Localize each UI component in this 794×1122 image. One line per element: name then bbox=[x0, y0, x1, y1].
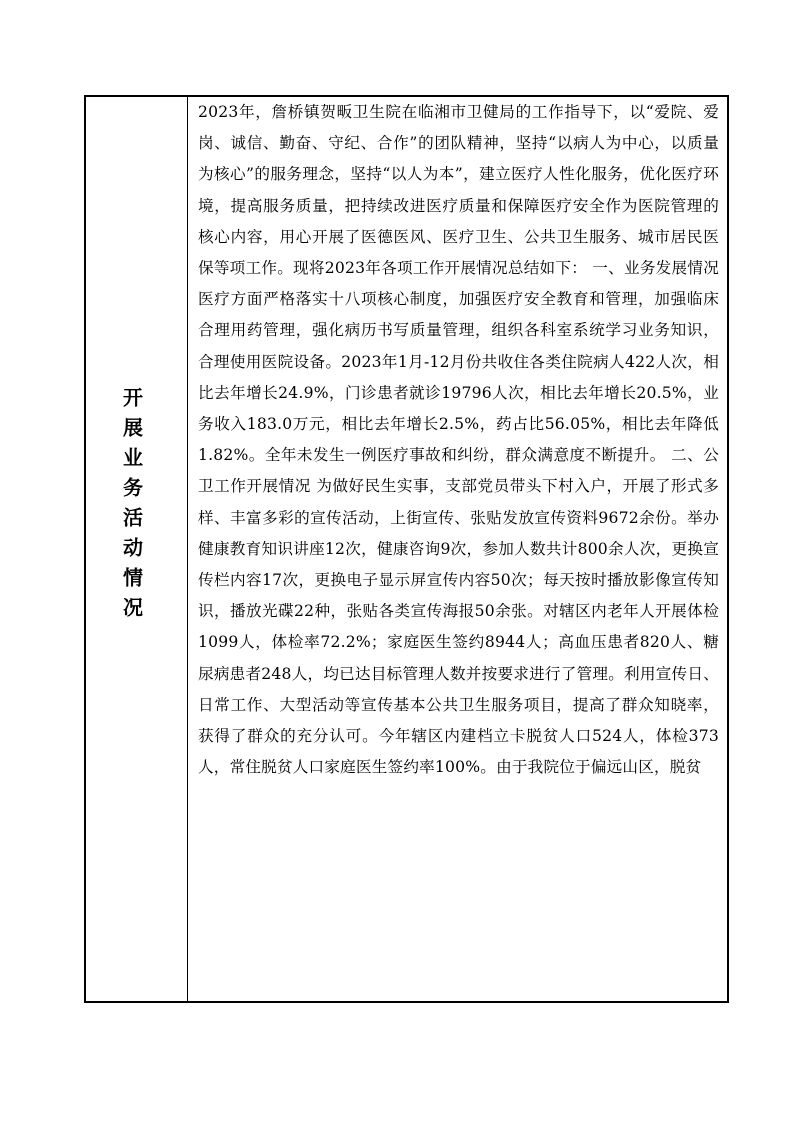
section-label-cell bbox=[86, 97, 188, 1001]
section-content-text: 2023年，詹桥镇贺畈卫生院在临湘市卫健局的工作指导下，以“爱院、爱岗、诚信、勤奋、守纪、合作”的团队精神，坚持“以病人为中心，以质量为核心”的服务理念，坚持“以人为本”，建立医疗人性化服务，优化医疗环境，提高服务质量，把持续改进医疗质量和保障医疗安全作为医院管理的核心内容，用心开展了医德医风、医疗卫生、公共卫生服务、城市居民医保等项工作。现将2023年各项工作开展情况总结如下： 一、业务发展情况 医疗方面严格落实十八项核心制度，加强医疗安全教育和管理，加强临床合理用药管理，强化病历书写质量管理，组织各科室系统学习业务知识，合理使用医院设备。2023年1月-12月份共收住各类住院病人422人次，相比去年增长24.9%，门诊患者就诊19796人次，相比去年增长20.5%，业务收入183.0万元，相比去年增长2.5%，药占比56.05%，相比去年降低1.82%。全年未发生一例医疗事故和纠纷，群众满意度不断提升。 二、公卫工作开展情况 为做好民生实事，支部党员带头下村入户，开展了形式多样、丰富多彩的宣传活动，上街宣传、张贴发放宣传资料9672余份。举办健康教育知识讲座12次，健康咨询9次，参加人数共计800余人次，更换宣传栏内容17次，更换电子显示屏宣传内容50次；每天按时播放影像宣传知识，播放光碟22种，张贴各类宣传海报50余张。对辖区内老年人开展体检1099人，体检率72.2%；家庭医生签约8944人；高血压患者820人、糖尿病患者248人，均已达目标管理人数并按要求进行了管理。利用宣传日、日常工作、大型活动等宣传基本公共卫生服务项目，提高了群众知晓率，获得了群众的充分认可。今年辖区内建档立卡脱贫人口524人，体检373人，常住脱贫人口家庭医生签约率100%。由于我院位于偏远山区，脱贫 bbox=[198, 103, 719, 777]
report-table bbox=[84, 95, 729, 1003]
section-content-cell bbox=[188, 97, 727, 1001]
section-label: 开展业务活动情况 bbox=[119, 387, 144, 627]
